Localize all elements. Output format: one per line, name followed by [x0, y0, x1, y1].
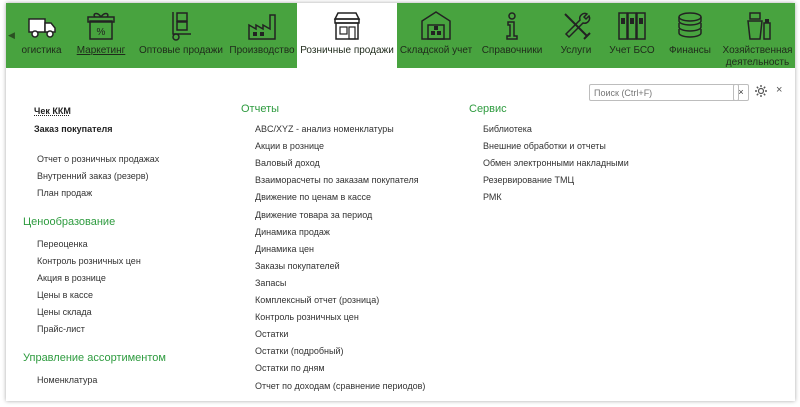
link-internal-order[interactable]: Внутренний заказ (резерв) [37, 171, 149, 181]
link-warehouse-prices[interactable]: Цены склада [37, 307, 92, 317]
link-retail-sales-report[interactable]: Отчет о розничных продажах [37, 154, 160, 164]
report-link[interactable]: Остатки по дням [255, 363, 325, 374]
section-label: Оптовые продажи [138, 45, 224, 56]
link-repricing[interactable]: Переоценка [37, 239, 88, 249]
section-warehouse[interactable] [398, 3, 474, 68]
section-household[interactable] [720, 3, 795, 68]
section-label: огистика [21, 45, 62, 56]
section-label: Хозяйственная деятельность [722, 45, 793, 68]
report-link[interactable]: Комплексный отчет (розница) [255, 295, 380, 305]
scroll-left-icon[interactable]: ◀ [8, 30, 15, 40]
link-cash-prices[interactable]: Цены в кассе [37, 290, 94, 300]
section-marketing[interactable] [72, 3, 130, 68]
service-link[interactable]: Резервирование ТМЦ [483, 175, 575, 186]
report-link[interactable]: Движение товара за период [255, 209, 373, 220]
service-link[interactable]: РМК [483, 192, 502, 203]
section-production[interactable] [228, 3, 296, 68]
link-nomenclature[interactable]: Номенклатура [37, 375, 98, 385]
svg-text:%: % [96, 27, 106, 38]
link-retail-price-control[interactable]: Контроль розничных цен [37, 256, 141, 266]
close-button[interactable]: × [776, 84, 783, 96]
gear-icon[interactable] [754, 84, 768, 98]
section-finance[interactable] [662, 3, 718, 68]
report-link[interactable]: Запасы [255, 277, 287, 288]
report-link[interactable]: Взаиморасчеты по заказам покупателя [255, 175, 419, 186]
app-window [6, 3, 795, 401]
warehouse-icon [420, 9, 452, 43]
report-link[interactable]: Остатки [255, 329, 289, 340]
sections-panel [6, 3, 795, 68]
tools-icon [560, 9, 592, 43]
section-label: Производство [229, 45, 295, 56]
truck-icon [26, 9, 58, 43]
section-wholesale[interactable] [136, 3, 226, 68]
report-link[interactable]: Валовый доход [255, 158, 320, 169]
report-link[interactable]: Динамика продаж [255, 226, 330, 237]
report-link[interactable]: Динамика цен [255, 243, 314, 254]
report-link[interactable]: Акции в рознице [255, 141, 325, 152]
coins-icon [674, 9, 706, 43]
link-price-list[interactable]: Прайс-лист [37, 324, 85, 334]
link-customer-order[interactable]: Заказ покупателя [34, 124, 113, 134]
retail-sales-panel [6, 68, 795, 401]
link-sales-plan[interactable]: План продаж [37, 188, 93, 198]
section-label: Маркетинг [76, 45, 126, 56]
service-link[interactable]: Внешние обработки и отчеты [483, 141, 606, 152]
service-header: Сервис [469, 103, 507, 115]
gift-percent-icon [85, 9, 117, 43]
assortment-header: Управление ассортиментом [23, 352, 166, 364]
report-link[interactable]: Заказы покупателей [255, 260, 340, 271]
report-link[interactable]: Остатки (подробный) [255, 346, 344, 357]
info-icon [496, 9, 528, 43]
hand-truck-icon [165, 9, 197, 43]
section-label: Услуги [560, 45, 592, 56]
report-link[interactable]: Движение по ценам в кассе [255, 192, 371, 203]
factory-icon [246, 9, 278, 43]
report-link[interactable]: ABC/XYZ - анализ номенклатуры [255, 124, 394, 134]
section-services[interactable] [550, 3, 602, 68]
service-link[interactable]: Обмен электронными накладными [483, 158, 629, 169]
section-retail[interactable] [297, 3, 397, 68]
report-link[interactable]: Контроль розничных цен [255, 312, 359, 323]
section-label: Справочники [481, 45, 543, 56]
section-catalogs[interactable] [476, 3, 548, 68]
reports-header: Отчеты [241, 103, 280, 115]
section-logistics[interactable] [14, 3, 69, 68]
link-retail-promo[interactable]: Акция в рознице [37, 273, 106, 283]
link-receipt-kkm[interactable]: Чек ККМ [34, 106, 71, 116]
search-clear-button[interactable]: × [733, 84, 749, 101]
household-icon [742, 9, 774, 43]
store-icon [331, 9, 363, 43]
section-label: Розничные продажи [300, 45, 394, 56]
report-link[interactable]: Отчет по доходам (сравнение периодов) [255, 380, 426, 391]
section-label: Финансы [669, 45, 711, 56]
section-label: Учет БСО [609, 45, 655, 56]
service-link[interactable]: Библиотека [483, 124, 532, 134]
section-bso[interactable] [604, 3, 660, 68]
binders-icon [616, 9, 648, 43]
search-input[interactable] [589, 84, 739, 101]
pricing-header: Ценообразование [23, 216, 116, 228]
section-label: Складской учет [399, 45, 473, 56]
